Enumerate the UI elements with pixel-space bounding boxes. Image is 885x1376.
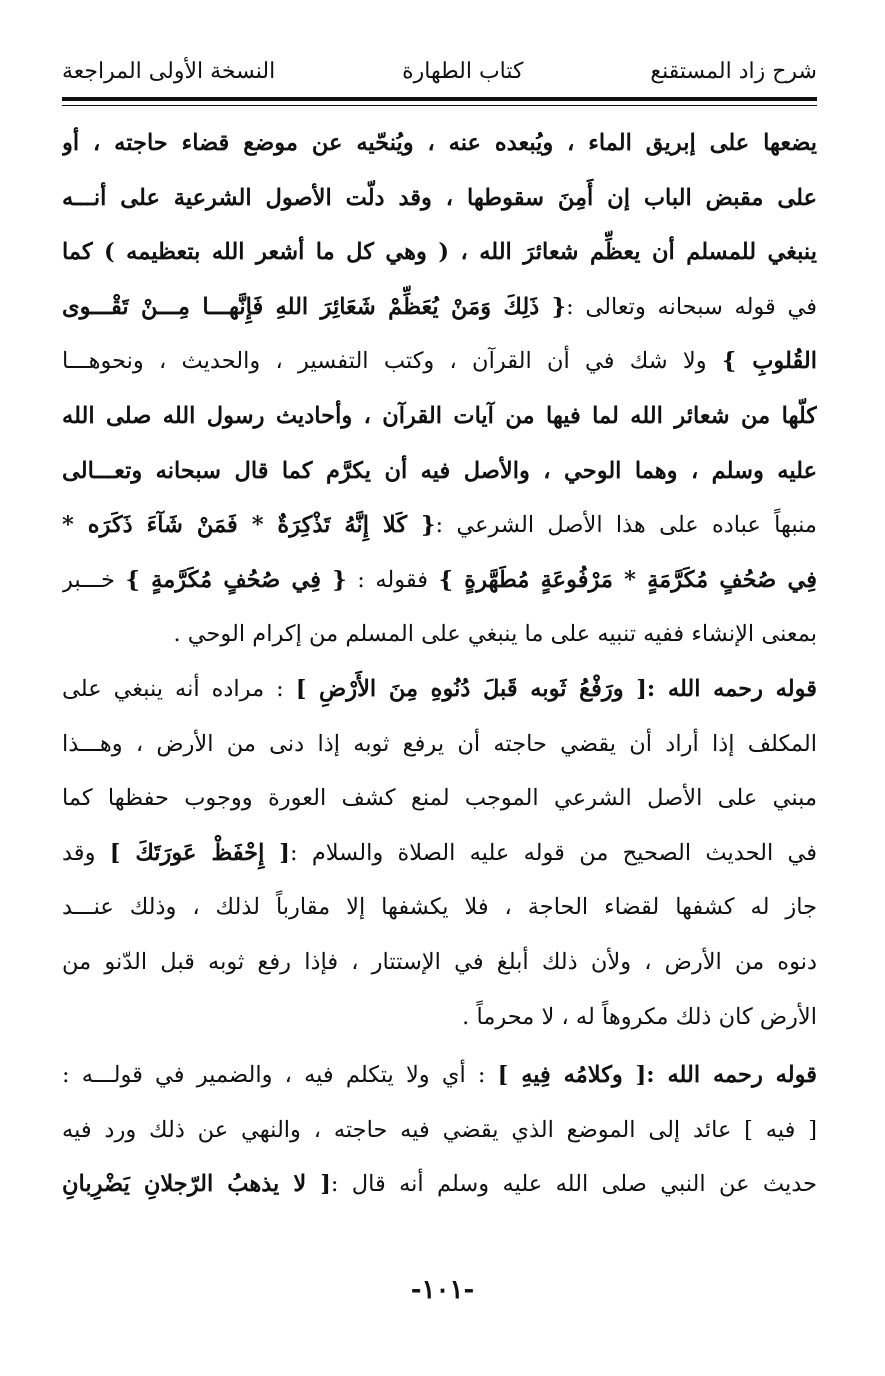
text-line: مبني على الأصل الشرعي الموجب لمنع كشف العورة ووجوب حفظها كما: [62, 785, 817, 812]
quran-verse: فِي صُحُفٍ مُكَرَّمَةٍ * مَرْفُوعَةٍ مُطَهَّرةٍ }: [438, 566, 817, 593]
header-edition: النسخة الأولى المراجعة: [62, 58, 276, 84]
text-line: على مقبض الباب إن أَمِنَ سقوطها ، وقد دلّت الأصول الشرعية على أنـــه: [62, 184, 817, 211]
text-line: عليه وسلم ، وهما الوحي ، والأصل فيه أن يكرَّم كما قال سبحانه وتعـــالى: [62, 457, 817, 484]
body-text: [62, 116, 817, 1212]
text-line: منبهاً عباده على هذا الأصل الشرعي :{ كَلا إِنَّهُ تَذْكِرَةٌ * فَمَنْ شَآءَ ذَكَرَه *: [62, 512, 817, 539]
header-chapter: كتاب الطهارة: [402, 58, 524, 84]
text-line: قوله رحمه الله :[ وكلامُه فِيهِ ] : أي ولا يتكلم فيه ، والضمير في قولـــه :: [62, 1062, 817, 1089]
quran-verse: { كَلا إِنَّهُ تَذْكِرَةٌ * فَمَنْ شَآءَ ذَكَرَه *: [62, 512, 436, 539]
text-line: المكلف إذا أراد أن يقضي حاجته أن يرفع ثوبه إذا دنى من الأرض ، وهـــذا: [62, 730, 817, 757]
text-line: الأرض كان ذلك مكروهاً له ، لا محرماً .: [462, 1003, 817, 1030]
matn-quote: قوله رحمه الله :[ ورَفْعُ ثَوبه قَبلَ دُنُوهِ مِنَ الأَرْضِ ]: [295, 675, 817, 702]
hadith-quote: [ إِحْفَظْ عَورَتَكَ ]: [109, 839, 290, 866]
quran-verse: القُلوبِ }: [721, 348, 817, 375]
quran-verse: { فِي صُحُفٍ مُكَرَّمةٍ }: [125, 566, 347, 593]
text-line: بمعنى الإنشاء ففيه تنبيه على ما ينبغي على المسلم من إكرام الوحي .: [173, 621, 817, 648]
quran-verse: { ذَلِكَ وَمَنْ يُعَظِّمْ شَعَائِرَ اللهِ فَإِنَّهـــا مِـــنْ تَقْـــوى: [62, 293, 567, 320]
text-line: قوله رحمه الله :[ ورَفْعُ ثَوبه قَبلَ دُنُوهِ مِنَ الأَرْضِ ] : مراده أنه ينبغي على: [62, 675, 817, 702]
text-line: في قوله سبحانه وتعالى :{ ذَلِكَ وَمَنْ يُعَظِّمْ شَعَائِرَ اللهِ فَإِنَّهـــا مِـــنْ تَقْـــوى: [62, 293, 817, 320]
text-line: دنوه من الأرض ، ولأن ذلك أبلغ في الإستتار ، فإذا رفع ثوبه قبل الدّنو من: [62, 948, 817, 975]
header-rule-thick: [62, 97, 817, 101]
text-line: القُلوبِ } ولا شك في أن القرآن ، وكتب التفسير ، والحديث ، ونحوهـــا: [62, 348, 817, 375]
text-line: ينبغي للمسلم أن يعظِّم شعائرَ الله ، ( وهي كل ما أشعر الله بتعظيمه ) كما: [62, 239, 817, 266]
text-line: في الحديث الصحيح من قوله عليه الصلاة والسلام :[ إِحْفَظْ عَورَتَكَ ] وقد: [62, 839, 817, 866]
text-line: فِي صُحُفٍ مُكَرَّمَةٍ * مَرْفُوعَةٍ مُطَهَّرةٍ } فقوله : { فِي صُحُفٍ مُكَرَّمةٍ } خـــبر: [62, 566, 817, 593]
text-line: حديث عن النبي صلى الله عليه وسلم أنه قال :[ لا يذهبُ الرّجلانِ يَضْرِبانِ: [62, 1171, 817, 1198]
matn-quote: قوله رحمه الله :[ وكلامُه فِيهِ ]: [497, 1062, 817, 1089]
running-header: [62, 50, 817, 92]
text-line: جاز له كشفها لقضاء الحاجة ، فلا يكشفها إلا مقارباً لذلك ، وذلك عنـــد: [62, 894, 817, 921]
header-book-title: شرح زاد المستقنع: [650, 58, 817, 84]
hadith-quote: [ لا يذهبُ الرّجلانِ يَضْرِبانِ: [62, 1171, 331, 1198]
text-line: كلّها من شعائر الله لما فيها من آيات القرآن ، وأحاديث رسول الله صلى الله: [62, 402, 817, 429]
text-line: يضعها على إبريق الماء ، ويُبعده عنه ، ويُنحّيه عن موضع قضاء حاجته ، أو: [62, 130, 817, 156]
page-number: -١٠١-: [410, 1275, 475, 1305]
header-rule-thin: [62, 105, 817, 106]
text-line: [ فيه ] عائد إلى الموضع الذي يقضي فيه حاجته ، والنهي عن ذلك ورد فيه: [62, 1116, 817, 1143]
